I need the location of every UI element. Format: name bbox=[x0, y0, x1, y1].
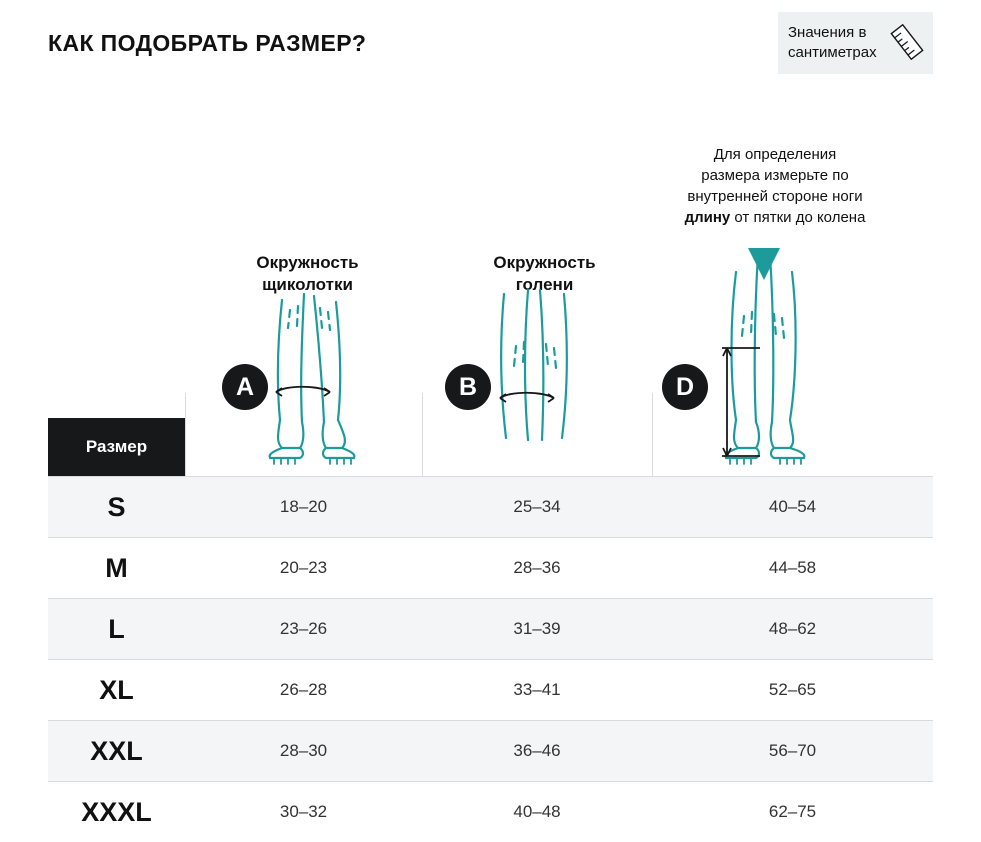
cell-length: 40–54 bbox=[652, 477, 933, 538]
column-caption-b-line2: голени bbox=[516, 275, 574, 294]
badge-b: B bbox=[445, 364, 491, 410]
units-badge bbox=[778, 12, 933, 74]
cell-calf: 40–48 bbox=[422, 782, 652, 842]
cell-ankle: 28–30 bbox=[185, 721, 422, 782]
size-table bbox=[48, 418, 933, 842]
cell-size: XXXL bbox=[48, 782, 185, 842]
table-row bbox=[48, 782, 933, 842]
cell-length: 56–70 bbox=[652, 721, 933, 782]
ruler-icon bbox=[889, 24, 925, 60]
table-row bbox=[48, 599, 933, 660]
cell-ankle: 20–23 bbox=[185, 538, 422, 599]
cell-length: 52–65 bbox=[652, 660, 933, 721]
cell-calf: 33–41 bbox=[422, 660, 652, 721]
cell-calf: 25–34 bbox=[422, 477, 652, 538]
cell-ankle: 30–32 bbox=[185, 782, 422, 842]
page-title: КАК ПОДОБРАТЬ РАЗМЕР? bbox=[48, 30, 366, 57]
column-caption-b-line1: Окружность bbox=[493, 253, 595, 272]
cell-ankle: 26–28 bbox=[185, 660, 422, 721]
column-caption-a-line2: щиколотки bbox=[262, 275, 353, 294]
column-header-d bbox=[652, 418, 933, 477]
measure-instruction-line1: Для определения bbox=[714, 146, 837, 163]
cell-size: XXL bbox=[48, 721, 185, 782]
measure-instruction-bold: длину bbox=[685, 209, 731, 226]
cell-size: S bbox=[48, 477, 185, 538]
cell-length: 44–58 bbox=[652, 538, 933, 599]
table-row bbox=[48, 721, 933, 782]
units-badge-label: Значения в сантиметрах bbox=[788, 23, 900, 63]
cell-calf: 28–36 bbox=[422, 538, 652, 599]
cell-calf: 31–39 bbox=[422, 599, 652, 660]
column-header-b bbox=[422, 418, 652, 477]
badge-a: A bbox=[222, 364, 268, 410]
cell-ankle: 18–20 bbox=[185, 477, 422, 538]
cell-length: 62–75 bbox=[652, 782, 933, 842]
measure-instruction-line3: внутренней стороне ноги bbox=[687, 188, 862, 205]
cell-calf: 36–46 bbox=[422, 721, 652, 782]
column-header-size: Размер bbox=[48, 418, 185, 477]
table-row bbox=[48, 660, 933, 721]
column-caption-a-line1: Окружность bbox=[256, 253, 358, 272]
table-header-row bbox=[48, 418, 933, 477]
table-row bbox=[48, 538, 933, 599]
table-row bbox=[48, 477, 933, 538]
cell-size: M bbox=[48, 538, 185, 599]
measure-instruction-tail: от пятки до колена bbox=[730, 209, 865, 226]
knee-marker-triangle bbox=[748, 248, 780, 280]
cell-size: L bbox=[48, 599, 185, 660]
cell-size: XL bbox=[48, 660, 185, 721]
badge-d: D bbox=[662, 364, 708, 410]
measure-instruction bbox=[655, 144, 895, 228]
cell-length: 48–62 bbox=[652, 599, 933, 660]
column-header-a bbox=[185, 418, 422, 477]
measure-instruction-line2: размера измерьте по bbox=[701, 167, 848, 184]
cell-ankle: 23–26 bbox=[185, 599, 422, 660]
